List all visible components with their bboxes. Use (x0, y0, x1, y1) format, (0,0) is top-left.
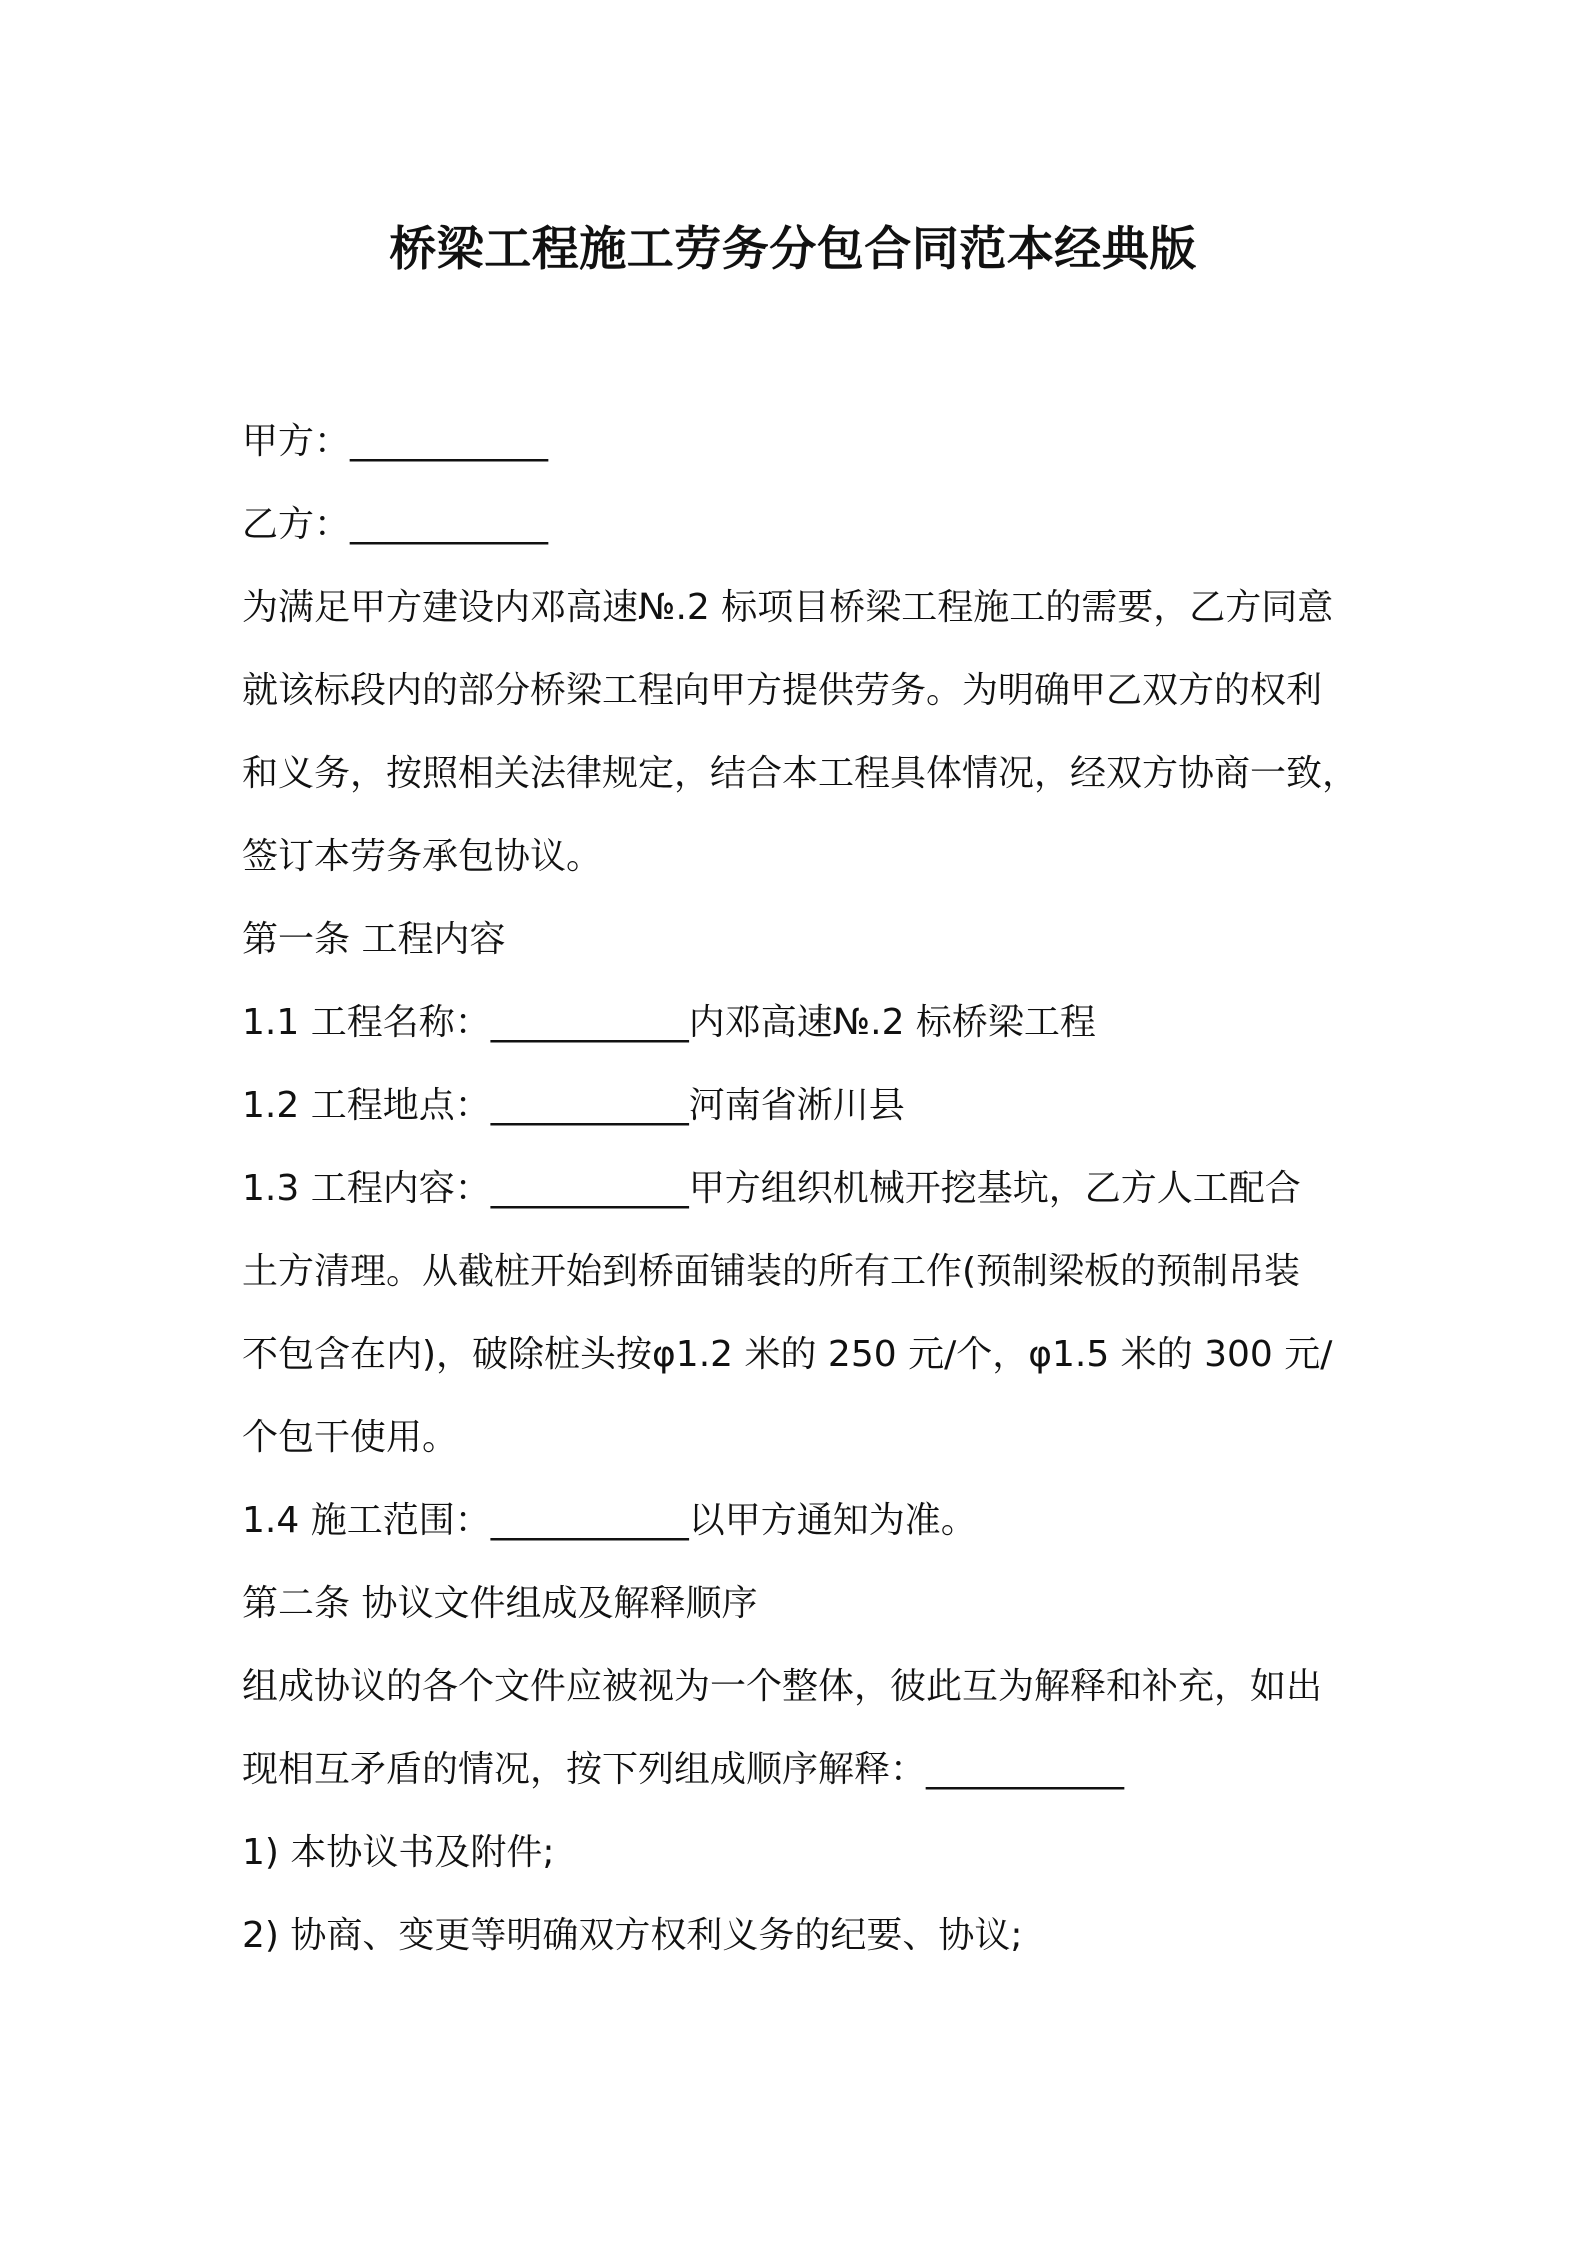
party-a-line: 甲方：___________ (242, 421, 549, 462)
intro-paragraph-line: 签订本劳务承包协议。 (242, 836, 603, 877)
article-one-heading: 第一条 工程内容 (242, 919, 506, 960)
clause-1-3-continuation: 土方清理。从截桩开始到桥面铺装的所有工作(预制梁板的预制吊装 (242, 1251, 1301, 1292)
clause-1-2: 1.2 工程地点：___________河南省淅川县 (242, 1085, 905, 1126)
list-item-1: 1) 本协议书及附件; (242, 1832, 555, 1873)
list-item-2: 2) 协商、变更等明确双方权利义务的纪要、协议; (242, 1915, 1023, 1956)
intro-paragraph-line: 和义务，按照相关法律规定，结合本工程具体情况，经双方协商一致， (242, 753, 1359, 794)
article-two-paragraph-line: 现相互矛盾的情况，按下列组成顺序解释：___________ (242, 1749, 1125, 1790)
intro-paragraph-line: 就该标段内的部分桥梁工程向甲方提供劳务。为明确甲乙双方的权利 (242, 670, 1323, 711)
clause-1-4: 1.4 施工范围：___________以甲方通知为准。 (242, 1500, 977, 1541)
document-title: 桥梁工程施工劳务分包合同范本经典版 (389, 222, 1197, 277)
clause-1-3-continuation: 不包含在内)，破除桩头按φ1.2 米的 250 元/个，φ1.5 米的 300 元/ (242, 1334, 1333, 1375)
clause-1-3: 1.3 工程内容：___________甲方组织机械开挖基坑，乙方人工配合 (242, 1168, 1301, 1209)
article-two-heading: 第二条 协议文件组成及解释顺序 (242, 1583, 758, 1624)
document-body (242, 400, 1362, 1977)
party-b-line: 乙方：___________ (242, 504, 549, 545)
article-two-paragraph-line: 组成协议的各个文件应被视为一个整体，彼此互为解释和补充，如出 (242, 1666, 1323, 1707)
clause-1-3-continuation: 个包干使用。 (242, 1417, 459, 1458)
clause-1-1: 1.1 工程名称：___________内邓高速№.2 标桥梁工程 (242, 1002, 1096, 1043)
intro-paragraph-line: 为满足甲方建设内邓高速№.2 标项目桥梁工程施工的需要，乙方同意 (242, 587, 1334, 628)
